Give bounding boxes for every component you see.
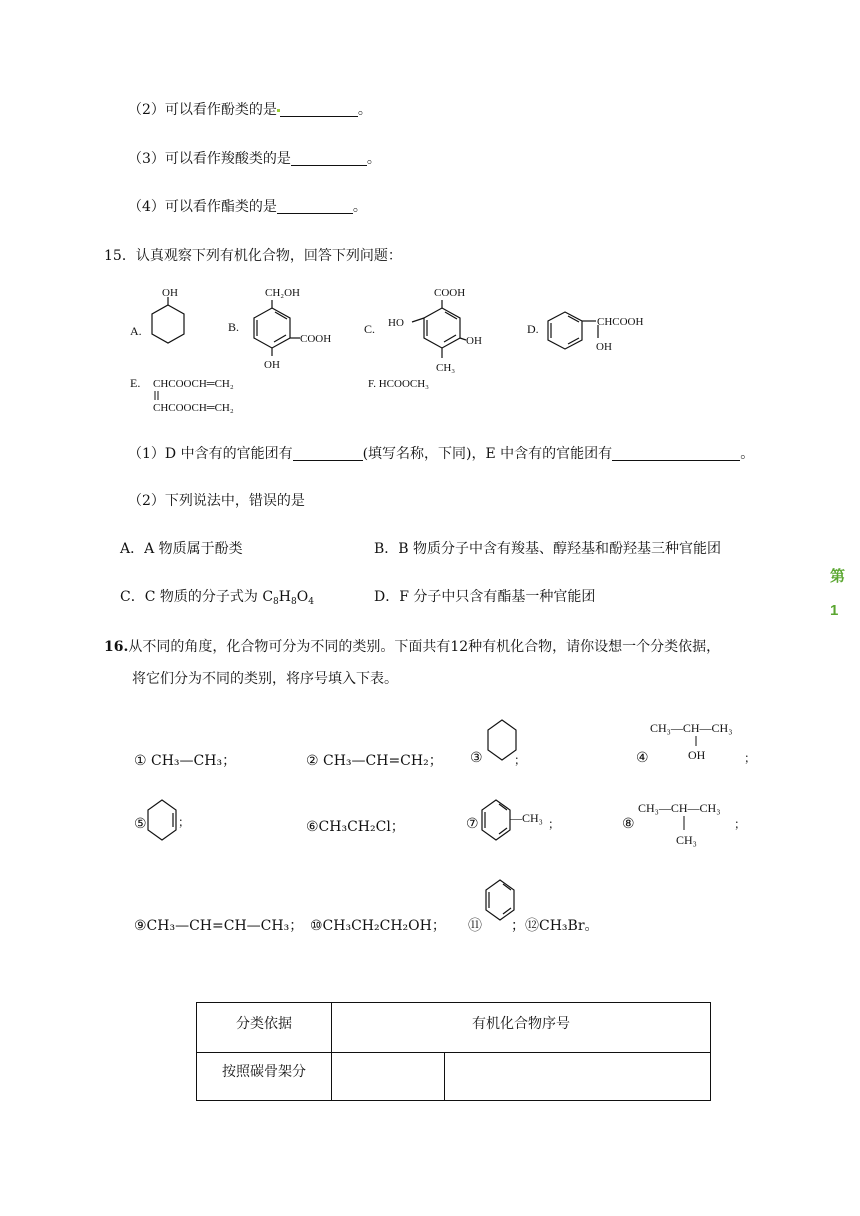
q16-line1-text: 从不同的角度，化合物可分为不同的类别。下面共有12种有机化合物，请你设想一个分类依据， (128, 639, 721, 655)
subscript: 8 (291, 597, 297, 607)
d-oh: OH (596, 341, 612, 353)
e-double-bond (155, 391, 158, 400)
page-marker-char: 第 (830, 568, 846, 585)
compound-8-structure (638, 798, 750, 850)
label-d: D. (527, 322, 539, 336)
option-a[interactable]: A．A 物质属于酚类 (120, 541, 243, 557)
element-h: H (278, 589, 291, 605)
answer-blank[interactable] (293, 446, 363, 461)
compound-6: ⑥CH₃CH₂Cl； (306, 819, 405, 835)
subscript: 4 (308, 597, 314, 607)
answer-blank[interactable] (612, 446, 740, 461)
q15-sub2: （2）下列说法中，错误的是 (128, 493, 305, 509)
q14-item-3 (128, 148, 381, 168)
answer-blank[interactable] (280, 102, 358, 117)
separator: ； (744, 751, 757, 765)
separator: ； (734, 817, 747, 831)
q14-item-3-text: （3）可以看作羧酸类的是 (128, 151, 291, 167)
compound-7-label: ⑦ (466, 816, 479, 832)
label-f: F. HCOOCH₃ (368, 378, 430, 390)
separator: ； (514, 753, 527, 767)
compound-12: ；⑫CH₃Br。 (511, 918, 599, 934)
compound-10: ⑩CH₃CH₂CH₂OH； (310, 918, 446, 934)
c7-methyl: —CH₃ (510, 811, 543, 825)
table-header-compounds: 有机化合物序号 (332, 1003, 711, 1053)
separator: ； (548, 817, 561, 831)
classification-table (196, 1002, 711, 1101)
option-b[interactable]: B．B 物质分子中含有羧基、醇羟基和酚羟基三种官能团 (374, 541, 722, 557)
option-d[interactable]: D．F 分子中只含有酯基一种官能团 (374, 589, 596, 605)
table-answer-cell[interactable] (332, 1053, 445, 1101)
q15-sub1 (128, 443, 754, 463)
compound-8-label: ⑧ (622, 816, 635, 832)
q16-number: 16. (104, 639, 129, 655)
benzene-ring-b (254, 300, 300, 356)
b-cooh: COOH (300, 333, 332, 345)
benzene-ring-c (412, 300, 466, 358)
label-b: B. (228, 320, 240, 334)
compound-3-label: ③ (470, 750, 483, 766)
b-ch2oh: CH₂OH (265, 287, 301, 299)
label-a: A. (130, 324, 142, 338)
option-c-text: C．C 物质的分子式为 C (120, 589, 274, 605)
compound-5-label: ⑤ (134, 816, 147, 832)
compound-4-structure (650, 716, 760, 772)
c8-chain: CH₃—CH—CH₃ (638, 801, 721, 815)
e-line2: CHCOOCH═CH₂ (153, 402, 234, 414)
period: 。 (366, 151, 381, 167)
compound-1: ① CH₃—CH₃； (134, 753, 237, 769)
c-ho: HO (388, 317, 404, 329)
c4-chain: CH₃—CH—CH₃ (650, 721, 733, 735)
a-oh: OH (162, 287, 178, 299)
d-chcooh: CHCOOH (597, 316, 644, 328)
q14-item-4 (128, 196, 367, 216)
q14-item-4-text: （4）可以看作酯类的是 (128, 199, 277, 215)
separator: ； (178, 815, 191, 829)
table-answer-cell[interactable] (445, 1053, 711, 1101)
q15-structures (120, 278, 680, 428)
table-header-basis: 分类依据 (197, 1003, 332, 1053)
label-e: E. (130, 376, 141, 390)
c-cooh: COOH (434, 287, 466, 299)
e-line1: CHCOOCH═CH₂ (153, 378, 234, 390)
c4-oh: OH (688, 748, 706, 762)
label-c: C. (364, 322, 376, 336)
q14-item-2 (128, 99, 372, 119)
q15-title: 15．认真观察下列有机化合物，回答下列问题： (104, 248, 402, 264)
element-o: O (296, 589, 309, 605)
q15-sub1-text-b: (填写名称，下同)，E 中含有的官能团有 (362, 446, 613, 462)
answer-blank[interactable] (291, 151, 367, 166)
q16-line2: 将它们分为不同的类别，将序号填入下表。 (132, 671, 398, 687)
page-marker-number: 1 (830, 602, 839, 619)
compound-11-label: ⑪ (468, 918, 482, 934)
compound-2: ② CH₃—CH=CH₂； (306, 753, 443, 769)
cyclohexene-5 (144, 796, 194, 852)
b-oh: OH (264, 359, 280, 371)
toluene-7 (478, 796, 568, 852)
c8-methyl: CH₃ (676, 833, 697, 847)
q15-sub1-text-a: （1）D 中含有的官能团有 (128, 446, 293, 462)
compound-9: ⑨CH₃—CH=CH—CH₃； (134, 918, 304, 934)
compound-4-label: ④ (636, 750, 649, 766)
option-c[interactable] (120, 586, 314, 607)
answer-blank[interactable] (277, 199, 353, 214)
c-oh: OH (466, 335, 482, 347)
period: 。 (740, 446, 755, 462)
period: 。 (352, 199, 367, 215)
benzene-ring-d (548, 312, 598, 349)
c-ch3: CH₃ (436, 362, 456, 374)
period: 。 (357, 102, 372, 118)
table-row-carbon-skeleton: 按照碳骨架分 (197, 1053, 332, 1101)
q14-item-2-text: （2）可以看作酚类的是 (128, 102, 277, 118)
cyclohexane-3 (484, 716, 527, 776)
subscript: 8 (273, 597, 279, 607)
q16-line1 (104, 636, 720, 656)
cyclohexane-ring-a (152, 297, 184, 343)
